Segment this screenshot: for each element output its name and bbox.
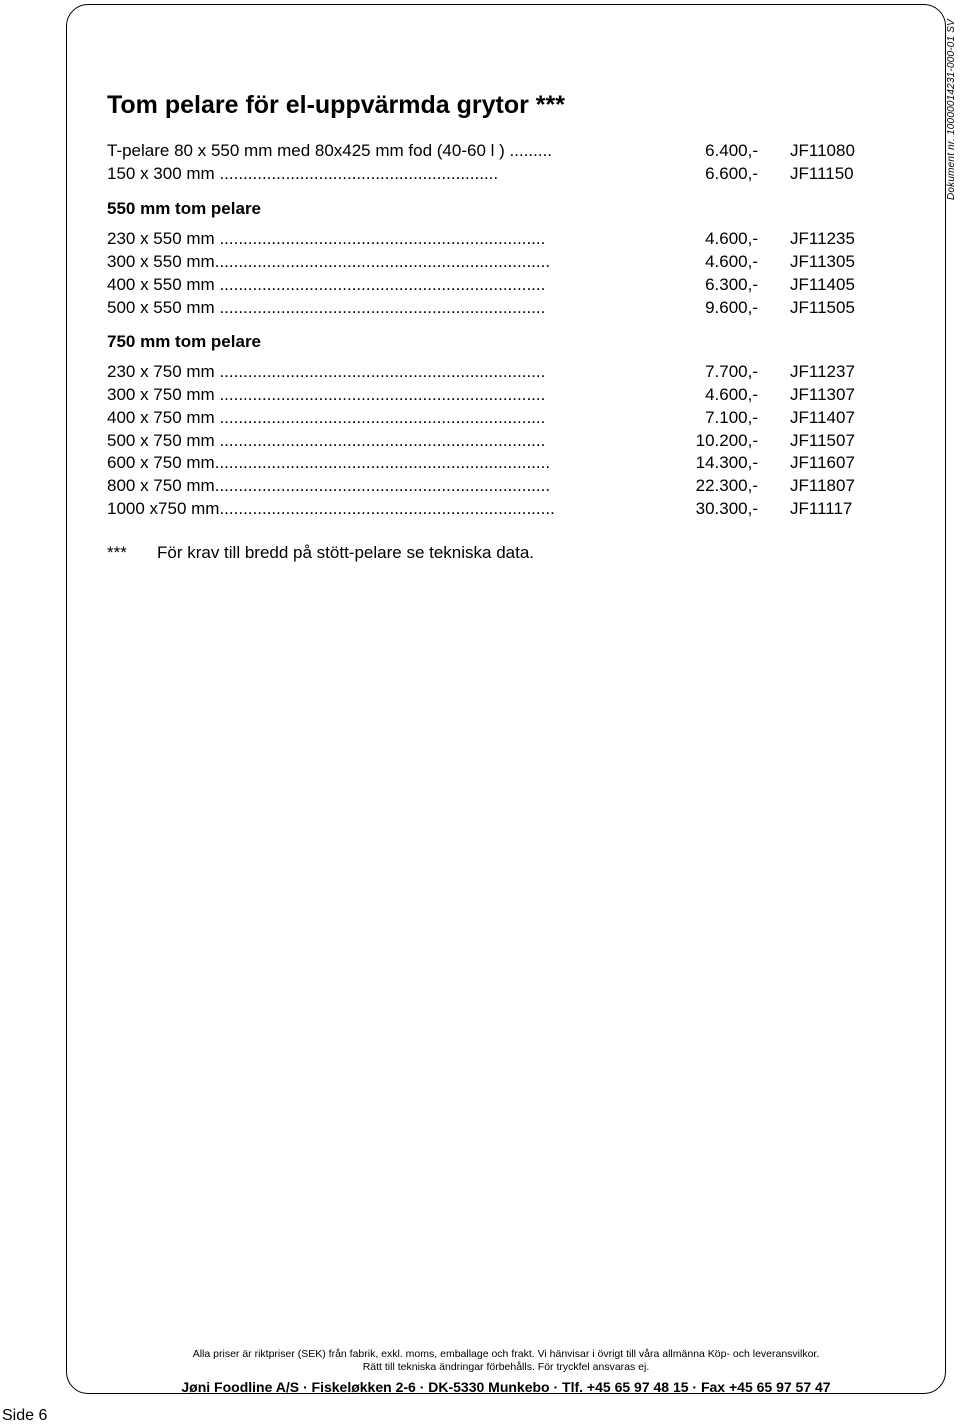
product-price: 6.300,- <box>705 275 758 294</box>
footnote-mark: *** <box>107 543 127 562</box>
product-description: 300 x 550 mm....................................................................... <box>107 252 551 271</box>
product-code: JF11405 <box>790 275 855 294</box>
footer-terms: Alla priser är riktpriser (SEK) från fabrik, exkl. moms, emballage och frakt. Vi hänvisar i övrigt till våra allmänna Köp- och leveransvilkor. <box>192 1348 820 1360</box>
product-price: 10.200,- <box>695 431 758 450</box>
product-code: JF11607 <box>790 453 855 472</box>
footnote <box>107 543 534 563</box>
product-code: JF11807 <box>790 476 855 495</box>
product-price: 4.600,- <box>705 229 758 248</box>
price-row <box>107 228 887 250</box>
product-price: 6.400,- <box>705 141 758 160</box>
product-price: 4.600,- <box>705 252 758 271</box>
product-code: JF11307 <box>790 385 855 404</box>
product-price: 6.600,- <box>705 164 758 183</box>
page-number: Side 6 <box>2 1407 48 1424</box>
product-description: 300 x 750 mm ..................................................................... <box>107 385 546 404</box>
product-description: 230 x 550 mm ..................................................................... <box>107 229 546 248</box>
product-code: JF11505 <box>790 298 855 317</box>
price-row <box>107 163 887 185</box>
product-price: 7.700,- <box>705 362 758 381</box>
product-description: T-pelare 80 x 550 mm med 80x425 mm fod (40-60 l ) ......... <box>107 141 553 160</box>
section-heading: 750 mm tom pelare <box>107 332 262 351</box>
price-row <box>107 452 887 474</box>
footnote-text: För krav till bredd på stött-pelare se tekniska data. <box>157 543 535 562</box>
price-row <box>107 251 887 273</box>
page-title: Tom pelare för el-uppvärmda grytor *** <box>107 91 565 119</box>
product-description: 600 x 750 mm....................................................................... <box>107 453 551 472</box>
product-price: 7.100,- <box>705 408 758 427</box>
product-description: 1000 x750 mm....................................................................... <box>107 499 555 518</box>
footer-company: Jøni Foodline A/S · Fiskeløkken 2-6 · DK-5330 Munkebo · Tlf. +45 65 97 48 15 · Fax +45 65 97 57 47 <box>181 1379 831 1395</box>
price-row <box>107 384 887 406</box>
price-row <box>107 498 887 520</box>
product-code: JF11407 <box>790 408 855 427</box>
product-description: 400 x 550 mm ..................................................................... <box>107 275 546 294</box>
price-row <box>107 297 887 319</box>
price-row <box>107 430 887 452</box>
product-description: 400 x 750 mm ..................................................................... <box>107 408 546 427</box>
price-row <box>107 361 887 383</box>
price-row <box>107 140 887 162</box>
product-code: JF11235 <box>790 229 855 248</box>
product-code: JF11080 <box>790 141 855 160</box>
product-description: 500 x 550 mm ..................................................................... <box>107 298 546 317</box>
product-description: 500 x 750 mm ..................................................................... <box>107 431 546 450</box>
product-price: 9.600,- <box>705 298 758 317</box>
footer-disclaimer: Rätt till tekniska ändringar förbehålls. För tryckfel ansvaras ej. <box>362 1361 650 1373</box>
product-price: 22.300,- <box>695 476 758 495</box>
product-price: 4.600,- <box>705 385 758 404</box>
price-row <box>107 274 887 296</box>
product-price: 14.300,- <box>695 453 758 472</box>
product-price: 30.300,- <box>695 499 758 518</box>
product-code: JF11507 <box>790 431 855 450</box>
product-code: JF11117 <box>790 499 853 518</box>
price-row <box>107 475 887 497</box>
product-description: 800 x 750 mm....................................................................... <box>107 476 551 495</box>
product-code: JF11237 <box>790 362 855 381</box>
product-description: 150 x 300 mm ........................................................... <box>107 164 499 183</box>
section-heading: 550 mm tom pelare <box>107 199 262 218</box>
price-row <box>107 407 887 429</box>
product-code: JF11150 <box>790 164 854 183</box>
product-code: JF11305 <box>790 252 855 271</box>
document-number: Dokument nr. 10000014231-000-01 SV <box>946 19 957 200</box>
product-description: 230 x 750 mm ..................................................................... <box>107 362 546 381</box>
